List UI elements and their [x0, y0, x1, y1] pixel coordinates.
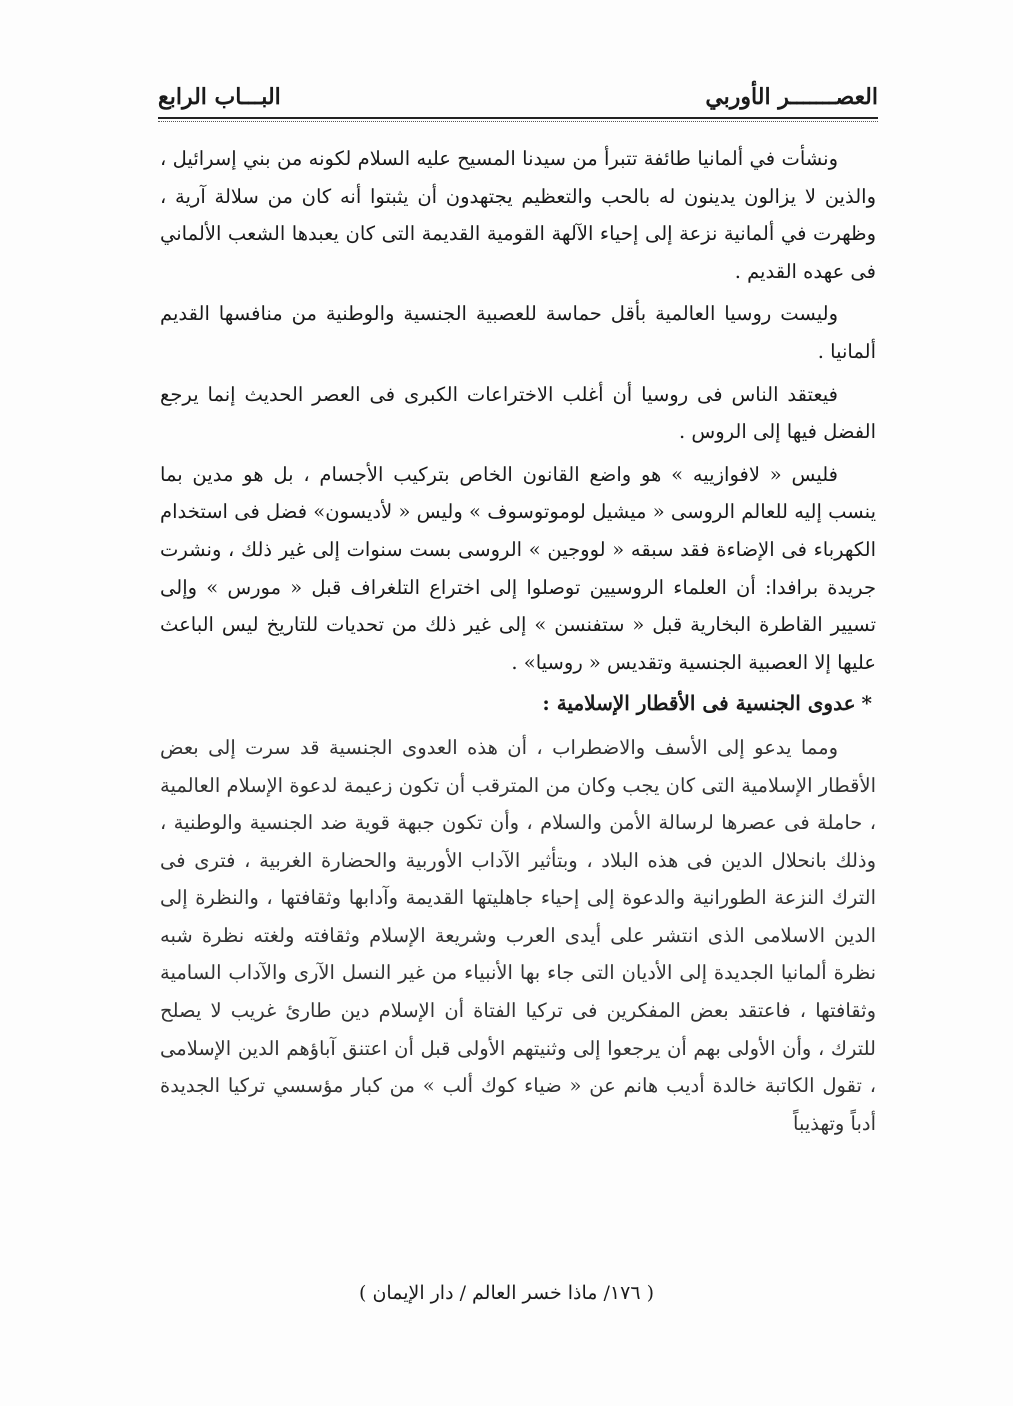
section-heading [160, 685, 876, 723]
header-rule [158, 117, 878, 119]
part-title: العصـــــــر الأوربي [705, 84, 878, 110]
page-footer: ( ١٧٦/ ماذا خسر العالم / دار الإيمان ) [359, 1282, 654, 1304]
header-dotted-rule [158, 121, 878, 122]
paragraph: فيعتقد الناس فى روسيا أن أغلب الاختراعات الكبرى فى العصر الحديث إنما يرجع الفضل فيها إلى الروس . [160, 382, 876, 444]
paragraph: وليست روسيا العالمية بأقل حماسة للعصبية الجنسية والوطنية من منافسها القديم ألمانيا . [160, 302, 876, 363]
chapter-title: البـــاب الرابع [158, 84, 281, 110]
page-body [160, 140, 876, 1147]
section-paragraph: ومما يدعو إلى الأسف والاضطراب ، أن هذه العدوى الجنسية قد سرت إلى بعض الأقطار الإسلامية التى كان يجب وكان من المترقب أن تكون زعيمة لدعوة الإسلام العالمية ، حاملة فى عصرها لرسالة الأمن والسلام ، وأن تكون جبهة قوية ضد الجنسية والوطنية ، وذلك بانحلال الدين فى هذه البلاد ، وبتأثير الآداب الأوربية والحضارة الغربية ، فترى فى الترك النزعة الطورانية والدعوة إلى إحياء جاهليتها القديمة وآدابها وثقافتها ، والنظرة إلى الدين الاسلامى الذى انتشر على أيدى العرب وشريعة الإسلام وثقافته ولغته نظرة شبه نظرة ألمانيا الجديدة إلى الأديان التى جاء بها الأنبياء من غير النسل الآرى والآداب السامية وثقافتها ، فاعتقد بعض المفكرين فى تركيا الفتاة أن الإسلام دين طارئ غريب لا يصلح للترك ، وأن الأولى بهم أن يرجعوا إلى وثنيتهم الأولى قبل أن اعتنق آباؤهم الدين الإسلامى ، تقول الكاتبة خالدة أديب هانم عن « ضياء كوك ألب » من كبار مؤسسي تركيا الجديدة أدباً وتهذيباً [160, 735, 876, 1135]
section-bullet: * [861, 691, 872, 716]
section-heading-text: عدوى الجنسية فى الأقطار الإسلامية : [542, 691, 856, 716]
paragraph: فليس « لافوازييه » هو واضع القانون الخاص بتركيب الأجسام ، بل هو مدين بما ينسب إليه للعالم الروسى « ميشيل لوموتوسوف » وليس « لأديسون» فضل فى استخدام الكهرباء فى الإضاءة فقد سبقه « لووجين » الروسى بست سنوات إلى غير ذلك ، ونشرت جريدة برافدا: أن العلماء الروسيين توصلوا إلى اختراع التلغراف قبل « مورس » وإلى تسيير القاطرة البخارية قبل « ستفنسن » إلى غير ذلك من تحديات للتاريخ ليس الباعث عليها إلا العصبية الجنسية وتقديس « روسيا» . [160, 462, 876, 674]
running-header [158, 84, 878, 116]
paragraph: ونشأت في ألمانيا طائفة تتبرأ من سيدنا المسيح عليه السلام لكونه من بني إسرائيل ، والذين لا يزالون يدينون له بالحب والتعظيم يجتهدون أن يثبتوا أنه كان من سلالة آرية ، وظهرت في ألمانية نزعة إلى إحياء الآلهة القومية القديمة التى كان يعبدها الشعب الألماني فى عهده القديم . [160, 147, 876, 283]
